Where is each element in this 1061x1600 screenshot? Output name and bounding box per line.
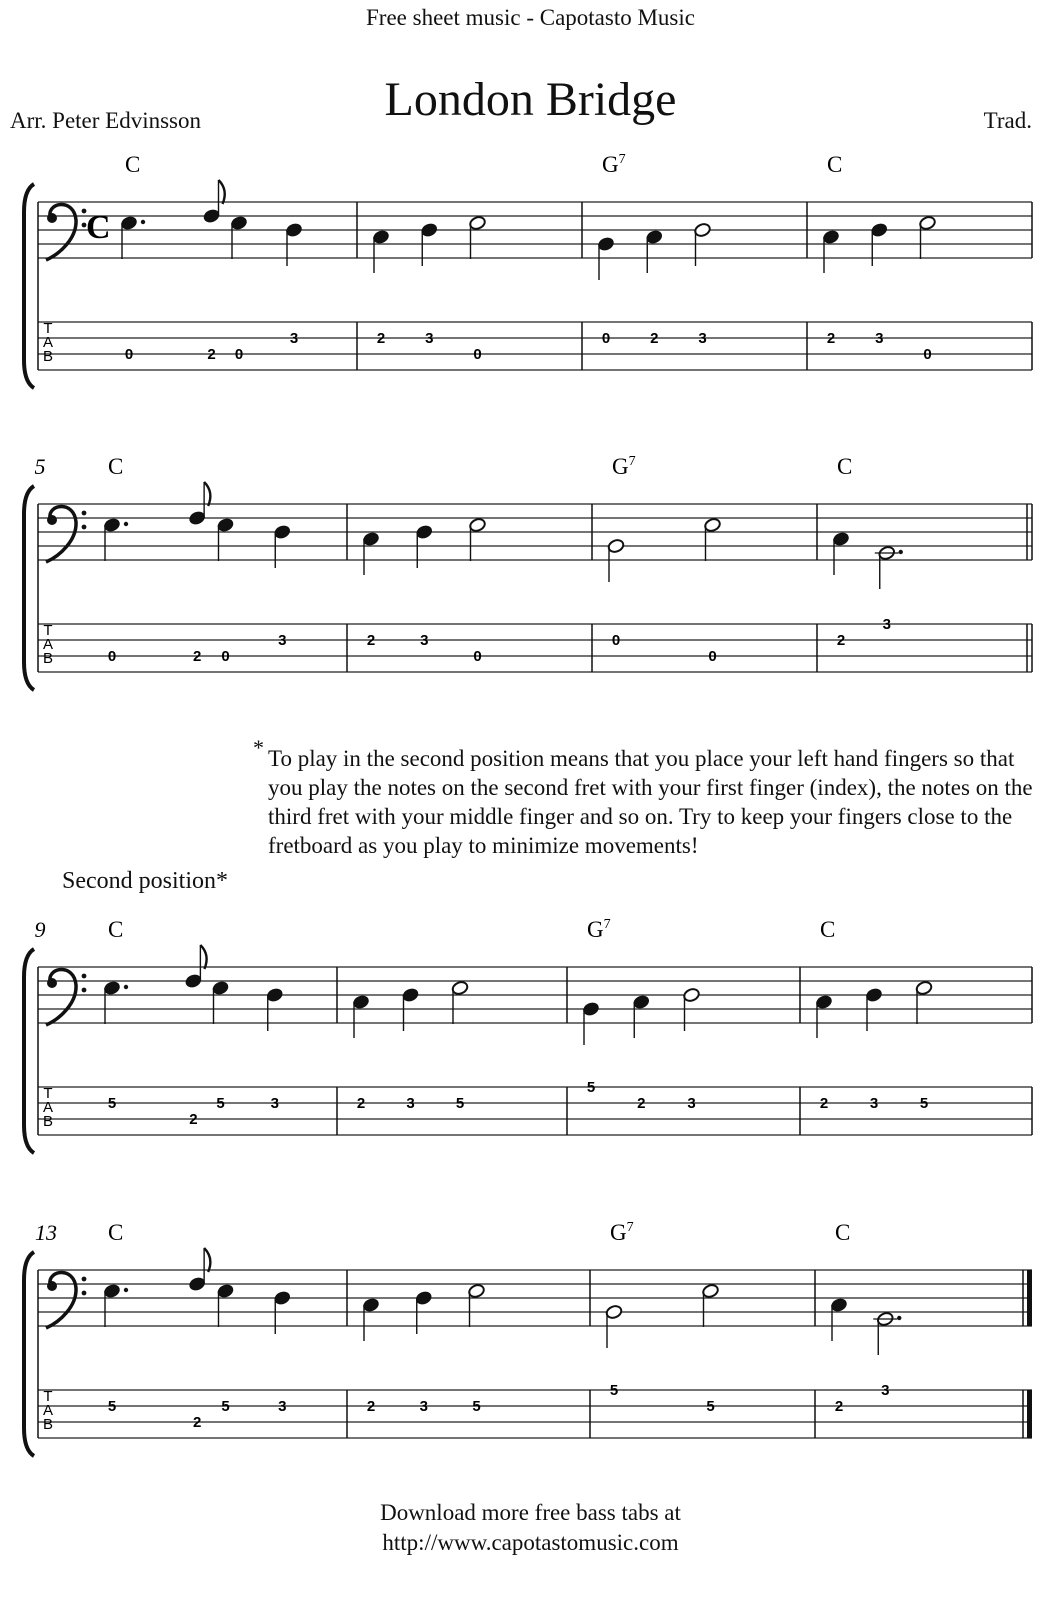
tab-fret-number: 0	[473, 648, 482, 665]
tab-fret-number: 2	[376, 330, 386, 347]
tab-fret-number: 2	[356, 1095, 366, 1112]
chord-symbol: $G^7$	[612, 454, 636, 479]
tab-clef-letter: A	[42, 636, 54, 653]
tab-fret-number: 2	[366, 1398, 376, 1415]
bass-clef	[46, 970, 76, 1026]
tab-fret-number: 5	[455, 1095, 465, 1112]
measure-number: 5	[34, 454, 46, 479]
tab-fret-number: 2	[189, 1111, 198, 1128]
section-label: Second position*	[62, 868, 228, 894]
tab-fret-number: 3	[278, 632, 287, 649]
footnote-text: To play in the second position means that you place your left hand fingers so that you play the notes on the second fret with your first finger (index), the notes on the third fret with your middle finger and so on. Try to keep your fingers close to the fretboard as you play to minimize movements!	[268, 746, 1033, 858]
chord-symbol: C	[827, 152, 843, 177]
tab-fret-number: 0	[221, 648, 230, 665]
tab-fret-number: 5	[609, 1382, 619, 1399]
tab-fret-number: 5	[472, 1398, 481, 1415]
system-3	[24, 917, 1032, 1153]
tab-clef-letter: A	[42, 1099, 54, 1116]
tab-fret-number: 3	[278, 1398, 287, 1415]
tab-fret-number: 0	[234, 346, 244, 363]
tab-fret-number: 3	[687, 1095, 696, 1112]
tab-clef-letter: A	[42, 334, 54, 351]
tab-fret-number: 3	[420, 632, 429, 649]
tab-fret-number: 5	[107, 1398, 117, 1415]
tab-fret-number: 2	[192, 648, 202, 665]
tab-fret-number: 3	[406, 1095, 415, 1112]
bass-clef	[82, 525, 87, 530]
system-4	[24, 1220, 1032, 1456]
note-dot	[141, 220, 145, 224]
song-title: London Bridge	[384, 73, 677, 126]
measure-number: 9	[34, 917, 46, 942]
note-dot	[124, 522, 128, 526]
tab-clef-letter: B	[42, 1113, 54, 1130]
tab-clef-letter: T	[43, 320, 53, 337]
system-bracket	[24, 949, 34, 1153]
tab-fret-number: 3	[419, 1398, 428, 1415]
tab-fret-number: 3	[882, 616, 891, 633]
chord-symbol: C	[820, 917, 836, 942]
system-1	[24, 152, 1032, 388]
tab-fret-number: 0	[124, 346, 134, 363]
footnote-mark: *	[253, 735, 264, 760]
chord-symbol: C	[108, 1220, 124, 1245]
tab-fret-number: 0	[473, 346, 482, 363]
footer-text: Download more free bass tabs at	[380, 1500, 681, 1525]
tab-fret-number: 2	[637, 1095, 646, 1112]
tab-fret-number: 5	[216, 1095, 225, 1112]
tab-clef-letter: A	[42, 1402, 54, 1419]
tab-fret-number: 0	[107, 648, 117, 665]
tab-fret-number: 2	[192, 1414, 202, 1431]
tab-fret-number: 3	[270, 1095, 279, 1112]
chord-symbol: C	[125, 152, 141, 177]
tab-clef-letter: B	[42, 348, 54, 365]
bass-clef	[46, 1273, 76, 1329]
tab-fret-number: 3	[881, 1382, 890, 1399]
tab-fret-number: 5	[221, 1398, 230, 1415]
bass-clef	[47, 213, 57, 223]
final-barline	[1027, 1270, 1032, 1326]
bass-clef	[46, 507, 76, 563]
tab-fret-number: 2	[834, 1398, 844, 1415]
arranger-credit: Arr. Peter Edvinsson	[10, 108, 202, 133]
tab-fret-number: 2	[819, 1095, 829, 1112]
tab-fret-number: 0	[611, 632, 621, 649]
system-2	[24, 454, 1032, 690]
tab-fret-number: 3	[875, 330, 884, 347]
bass-clef	[82, 1291, 87, 1296]
system-bracket	[24, 184, 34, 388]
bass-clef	[47, 978, 57, 988]
tab-fret-number: 2	[650, 330, 659, 347]
chord-symbol: C	[837, 454, 853, 479]
note-dot	[897, 1316, 901, 1320]
note-flag	[204, 1248, 210, 1272]
tab-fret-number: 3	[869, 1095, 879, 1112]
tab-clef-letter: T	[43, 622, 53, 639]
site-header: Free sheet music - Capotasto Music	[366, 5, 695, 30]
tab-fret-number: 2	[366, 632, 376, 649]
tab-fret-number: 5	[919, 1095, 929, 1112]
tab-fret-number: 3	[698, 330, 707, 347]
bass-clef	[82, 988, 87, 993]
tab-fret-number: 0	[923, 346, 932, 363]
chord-symbol: C	[108, 454, 124, 479]
tab-fret-number: 2	[826, 330, 836, 347]
composer-credit: Trad.	[983, 108, 1032, 133]
tab-clef-letter: T	[43, 1085, 53, 1102]
note-dot	[124, 985, 128, 989]
bass-clef	[47, 1281, 57, 1291]
bass-clef	[82, 1277, 87, 1282]
tab-clef-letter: B	[42, 650, 54, 667]
final-barline	[1027, 1390, 1032, 1438]
chord-symbol: C	[108, 917, 124, 942]
system-bracket	[24, 486, 34, 690]
bass-clef	[47, 515, 57, 525]
system-bracket	[24, 1252, 34, 1456]
footer-link[interactable]: http://www.capotastomusic.com	[382, 1530, 679, 1555]
tab-fret-number: 5	[586, 1079, 596, 1096]
tab-fret-number: 0	[708, 648, 717, 665]
bass-clef	[82, 974, 87, 979]
tab-fret-number: 5	[107, 1095, 117, 1112]
measure-number: 13	[35, 1220, 57, 1245]
tab-clef-letter: B	[42, 1416, 54, 1433]
tab-fret-number: 2	[207, 346, 216, 363]
note-dot	[124, 1288, 128, 1292]
tab-fret-number: 3	[289, 330, 299, 347]
note-flag	[204, 482, 210, 506]
tab-fret-number: 0	[601, 330, 611, 347]
bass-clef	[82, 511, 87, 516]
note-flag	[200, 945, 206, 969]
chord-symbol: C	[835, 1220, 851, 1245]
bass-clef	[46, 205, 76, 261]
tab-clef-letter: T	[43, 1388, 53, 1405]
chord-symbol: $G^7$	[610, 1220, 634, 1245]
tab-fret-number: 5	[706, 1398, 715, 1415]
time-signature: C	[86, 209, 111, 246]
tab-fret-number: 3	[425, 330, 434, 347]
note-dot	[899, 550, 903, 554]
tab-fret-number: 2	[836, 632, 846, 649]
chord-symbol: $G^7$	[602, 152, 626, 177]
chord-symbol: $G^7$	[587, 917, 611, 942]
note-flag	[219, 180, 225, 204]
